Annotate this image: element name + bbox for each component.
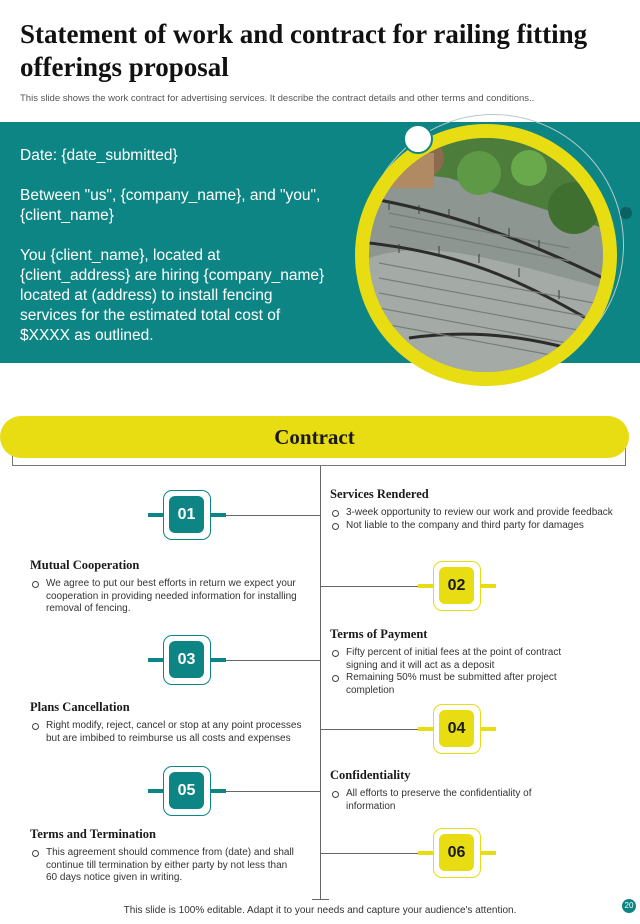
step-03-number: 03 <box>169 641 204 678</box>
bullet: Remaining 50% must be submitted after project completion <box>330 672 595 697</box>
section-title: Mutual Cooperation <box>30 558 140 572</box>
step-01 <box>148 490 226 540</box>
step-06-number: 06 <box>439 834 474 871</box>
staircase-photo <box>369 138 603 372</box>
intro-text <box>20 146 330 366</box>
section-title: Terms and Termination <box>30 827 156 841</box>
section-title: Services Rendered <box>330 487 429 501</box>
timeline-end-cap <box>312 899 329 900</box>
bullet: We agree to put our best efforts in return we expect your cooperation in providing needed information for installing removal of fencing. <box>30 578 315 616</box>
page-number-badge: 20 <box>622 899 636 913</box>
section-services-rendered <box>330 487 625 532</box>
connector-06 <box>320 853 419 854</box>
section-title: Terms of Payment <box>330 627 428 641</box>
intro-body: You {client_name}, located at {client_address} are hiring {company_name} located at (address) to install fencing services for the estimated total cost of $XXXX as outlined. <box>20 247 325 344</box>
step-04 <box>418 704 496 754</box>
section-mutual-cooperation <box>30 558 315 616</box>
page-title: Statement of work and contract for railing fitting offerings proposal <box>20 19 588 82</box>
step-01-number: 01 <box>169 496 204 533</box>
section-plans-cancellation <box>30 700 305 745</box>
bullet: Right modify, reject, cancel or stop at any point processes but are imbibed to reimburse us all costs and expenses <box>30 720 305 745</box>
bullet: Fifty percent of initial fees at the point of contract signing and it will act as a deposit <box>330 647 595 672</box>
section-confidentiality <box>330 768 570 813</box>
bullet: 3-week opportunity to review our work and provide feedback <box>330 507 625 520</box>
section-terms-and-termination <box>30 827 300 885</box>
step-02 <box>418 561 496 611</box>
connector-02 <box>320 586 419 587</box>
connector-04 <box>320 729 419 730</box>
contract-heading: Contract <box>0 416 629 458</box>
bullet: This agreement should commence from (date) and shall continue till termination by either party by not less than 60 days notice given in writing. <box>30 847 300 885</box>
step-03 <box>148 635 226 685</box>
decorative-dot-small <box>620 207 632 219</box>
step-04-number: 04 <box>439 710 474 747</box>
bullet: All efforts to preserve the confidentiality of information <box>330 788 570 813</box>
step-05-number: 05 <box>169 772 204 809</box>
intro-between: Between "us", {company_name}, and "you", {client_name} <box>20 187 321 224</box>
section-title: Plans Cancellation <box>30 700 130 714</box>
connector-03 <box>226 660 321 661</box>
footer-note: This slide is 100% editable. Adapt it to your needs and capture your audience's attention. <box>123 905 517 916</box>
bullet: Not liable to the company and third party for damages <box>330 520 625 533</box>
decorative-dot <box>403 124 433 154</box>
section-terms-of-payment <box>330 627 595 697</box>
step-05 <box>148 766 226 816</box>
connector-01 <box>226 515 321 516</box>
step-02-number: 02 <box>439 567 474 604</box>
step-06 <box>418 828 496 878</box>
intro-date: Date: {date_submitted} <box>20 147 178 164</box>
timeline-line <box>320 466 321 900</box>
section-title: Confidentiality <box>330 768 411 782</box>
page-subtitle: This slide shows the work contract for advertising services. It describe the contract details and other terms and conditions.. <box>20 93 535 104</box>
connector-05 <box>226 791 321 792</box>
